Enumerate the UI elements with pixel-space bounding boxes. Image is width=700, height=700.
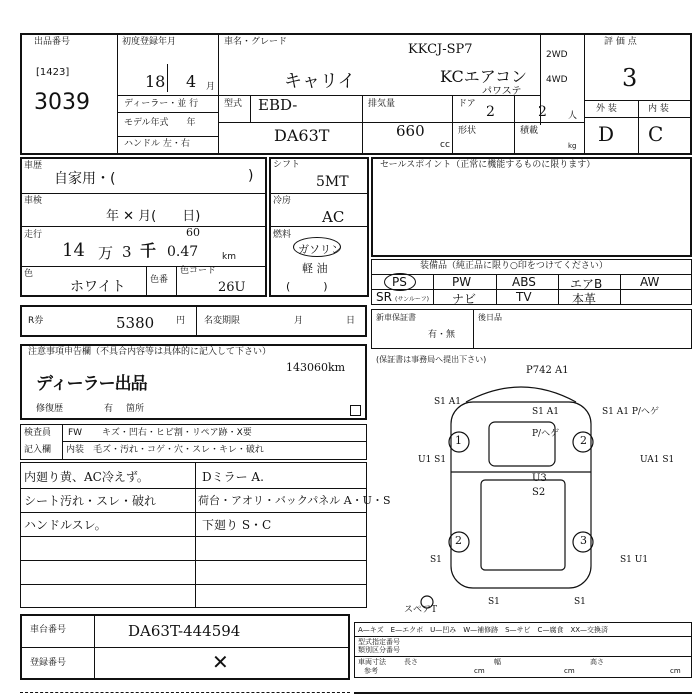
inspector-row2: 内装 毛ズ・汚れ・コゲ・穴・スレ・キレ・破れ (66, 445, 264, 455)
divider (176, 266, 177, 297)
wheel-fr-label: 2 (580, 434, 587, 447)
reg-label: 初度登録年月 (122, 37, 177, 47)
handle-label: ハンドル 左・右 (124, 139, 190, 149)
divider (62, 424, 63, 460)
cooling-value: AC (322, 208, 345, 226)
equip-sr-note: (サンルーフ) (395, 296, 429, 303)
inspector-label: 検査員 (24, 428, 52, 438)
remark-2b: 荷台・アオリ・バックパネル A・U・S (198, 494, 391, 507)
odometer-note: 143060km (286, 361, 346, 374)
chassis-value: DA63T-444594 (128, 622, 241, 640)
warranty-label: 新車保証書 (376, 313, 416, 322)
reg-month-unit: 月 (206, 82, 216, 92)
sales-point-label: セールスポイント（正常に機能するものに限ります） (380, 160, 596, 170)
inspection-value: 年 ✕ 月( 日) (106, 209, 201, 224)
grade-2: パワステ (482, 86, 522, 97)
divider (250, 95, 251, 122)
equip-airbag: エアB (570, 277, 603, 291)
exterior-grade: D (598, 122, 615, 146)
equipment-title: 装備品（純正品に限り○印をつけてください） (420, 261, 608, 271)
legend-cm-3: cm (670, 667, 681, 675)
equip-aw: AW (640, 275, 660, 289)
divider (146, 266, 147, 297)
divider (20, 647, 350, 648)
mileage-sen: 3 (122, 243, 132, 261)
legend-width: 幅 (494, 658, 501, 666)
divider (638, 100, 639, 155)
legend-cm-2: cm (564, 667, 575, 675)
km-unit: km (222, 252, 236, 262)
shift-label: シフト (273, 160, 301, 170)
fuel-label: 燃料 (273, 230, 292, 240)
repair-count: 箇所 (126, 404, 145, 414)
damage-rl: S1 (430, 555, 442, 565)
drive-4wd: 4WD (546, 75, 568, 85)
wheel-fl-label: 1 (455, 434, 462, 447)
name-label: 車名・グレード (224, 37, 288, 47)
grade: KCエアコン (440, 67, 527, 86)
history-label: 車歴 (24, 161, 43, 171)
history-close: ) (248, 168, 254, 184)
divider (94, 614, 95, 680)
model-year-label: モデル年式 年 (124, 118, 196, 128)
damage-rear-2: S1 (574, 597, 586, 607)
divider (362, 95, 363, 155)
score-label: 評 価 点 (604, 37, 637, 47)
equip-leather: 本革 (572, 292, 597, 306)
man-unit: 万 (98, 244, 114, 262)
damage-bed-s2: S2 (532, 487, 546, 498)
divider (354, 636, 692, 637)
damage-front-peel: P/ヘゲ (532, 429, 560, 439)
equip-ps: PS (392, 275, 407, 289)
warranty-note: (保証書は事務局へ提出下さい) (376, 355, 487, 364)
divider (20, 692, 350, 693)
mileage-man: 14 (62, 240, 85, 261)
divider (433, 274, 434, 305)
cooling-label: 冷房 (273, 196, 292, 206)
color-value: ホワイト (70, 279, 126, 295)
mileage-label: 走行 (24, 230, 43, 240)
color-no-label: 色番 (150, 275, 169, 285)
mileage-top: 60 (186, 226, 200, 239)
repair-label: 修復歴 (36, 404, 64, 414)
equip-sr: SR (376, 290, 392, 304)
legend-cm-1: cm (474, 667, 485, 675)
warranty-block (371, 309, 692, 349)
sen-unit: 千 (140, 241, 157, 260)
equip-tv: TV (516, 290, 532, 304)
cc-unit: cc (440, 140, 450, 150)
yen-unit: 円 (176, 316, 186, 326)
divider (195, 462, 196, 608)
divider (62, 441, 367, 442)
equip-navi: ナビ (452, 292, 477, 306)
car-bed (481, 480, 565, 570)
divider (452, 95, 453, 155)
fuel-circle (293, 237, 341, 257)
lot-code: [1423] (36, 67, 70, 78)
exterior-label: 外 装 (596, 104, 617, 114)
color-label: 色 (24, 269, 34, 279)
dealer-label: ディーラー・並 行 (124, 99, 199, 109)
divider (620, 274, 621, 305)
color-code-label: 色コード (180, 266, 217, 276)
remark-3b: 下廻り S・C (202, 518, 272, 532)
inspector-row1: キズ・凹右・ヒビ割・リペア跡・X要 (102, 428, 252, 438)
kg-unit: kg (568, 142, 577, 150)
divider (20, 536, 367, 537)
model-code: KKCJ-SP7 (408, 42, 473, 57)
mileage-rest: 0.47 (167, 244, 199, 260)
legend-class-number: 類別区分番号 (358, 646, 400, 654)
equip-abs: ABS (512, 275, 536, 289)
divider (354, 656, 692, 657)
repair-value: 有 (104, 404, 114, 414)
recycle-block (20, 305, 367, 337)
divider (20, 584, 367, 585)
divider (269, 193, 369, 194)
inspection-label: 車検 (24, 196, 43, 206)
warranty-value: 有・無 (428, 330, 456, 340)
damage-left-side: U1 S1 (418, 455, 447, 465)
divider (496, 274, 497, 305)
seats-unit: 人 (568, 111, 578, 121)
dealer-stamp: ディーラー出品 (36, 374, 147, 394)
history-value: 自家用・( (54, 171, 116, 187)
legend-length: 長さ (404, 658, 418, 666)
damage-bed-u3: U3 (532, 473, 547, 484)
fuel-diesel: 軽 油 (302, 262, 328, 275)
equip-pw: PW (452, 275, 472, 289)
reg-month: 4 (186, 72, 197, 91)
delivery-label: 後日品 (478, 313, 502, 322)
score: 3 (622, 64, 638, 92)
inspector-note-label: 記入欄 (24, 445, 52, 455)
damage-rr: S1 U1 (620, 555, 649, 565)
plate-label: 登録番号 (30, 658, 67, 668)
divider (218, 33, 219, 155)
shift-value: 5MT (316, 174, 349, 190)
recycle-label: R券 (28, 316, 44, 326)
seats: 2 (538, 104, 547, 120)
displacement-label: 排気量 (368, 99, 396, 109)
shape-label: 形状 (458, 126, 477, 136)
repair-checkbox (350, 405, 361, 416)
legend-ref: 参考 (364, 667, 378, 675)
inspector-fw: FW (68, 428, 83, 438)
damage-fl: S1 A1 (434, 397, 461, 407)
divider (269, 226, 369, 227)
name-change-label: 名変期限 (204, 316, 241, 326)
doors: 2 (486, 104, 495, 120)
color-code: 26U (218, 280, 246, 295)
sales-point-block (371, 157, 692, 257)
type-value-2: DA63T (274, 126, 330, 145)
divider (20, 488, 367, 489)
legend-codes: A—キズ E—エクボ U—凹み W—補修跡 S—サビ C—腐食 XX—交換済 (358, 626, 609, 634)
divider (167, 64, 168, 92)
interior-label: 内 装 (648, 104, 669, 114)
damage-roof: S1 A1 (532, 407, 559, 417)
spare-tire-label: スペアT (404, 605, 438, 615)
remark-3a: ハンドルスレ。 (24, 518, 107, 532)
wheel-rl-label: 2 (455, 534, 462, 547)
lot-label: 出品番号 (34, 37, 71, 47)
legend-size: 車両寸法 (358, 658, 386, 666)
type-label: 型式 (224, 99, 243, 109)
remark-1b: Dミラー A. (202, 470, 264, 484)
divider (20, 266, 267, 267)
fuel-other: ( ) (286, 280, 328, 293)
type-value: EBD- (258, 96, 298, 114)
damage-front: P742 A1 (526, 365, 569, 376)
interior-grade: C (648, 122, 664, 146)
plate-crossed: ✕ (212, 650, 229, 674)
day-unit: 日 (346, 316, 356, 326)
divider (558, 274, 559, 305)
remark-1a: 内廻り黄、AC冷えず。 (24, 470, 149, 484)
divider (20, 560, 367, 561)
load-label: 積載 (520, 126, 539, 136)
reg-year: 18 (145, 72, 166, 91)
damage-right-side: UA1 S1 (640, 455, 675, 465)
month-unit: 月 (294, 316, 304, 326)
divider (196, 305, 197, 337)
divider (354, 692, 692, 694)
divider (584, 33, 585, 155)
car-name: キャリイ (284, 71, 356, 92)
recycle-value: 5380 (116, 314, 155, 332)
doors-label: ドア (458, 99, 476, 109)
wheel-rr-label: 3 (580, 534, 587, 547)
chassis-label: 車台番号 (30, 625, 67, 635)
divider (473, 309, 474, 349)
legend-height: 高さ (590, 658, 604, 666)
lot-number: 3039 (34, 90, 90, 115)
car-body-outline (451, 402, 591, 588)
legend-type-number: 型式指定番号 (358, 638, 400, 646)
divider (117, 136, 218, 137)
displacement: 660 (396, 122, 425, 140)
divider (514, 95, 515, 155)
divider (20, 512, 367, 513)
drive-2wd: 2WD (546, 50, 568, 60)
divider (20, 226, 267, 227)
divider (117, 112, 218, 113)
ps-circle (384, 273, 416, 291)
damage-rear-1: S1 (488, 597, 500, 607)
damage-fr: S1 A1 P/ヘゲ (602, 407, 659, 417)
car-hood (466, 387, 576, 402)
notes-title: 注意事項申告欄（不具合内容等は具体的に記入して下さい） (28, 347, 272, 357)
remark-2a: シート汚れ・スレ・破れ (24, 494, 157, 508)
fuel-gasoline: ガソリン (298, 243, 342, 256)
divider (117, 95, 540, 96)
divider (20, 193, 267, 194)
